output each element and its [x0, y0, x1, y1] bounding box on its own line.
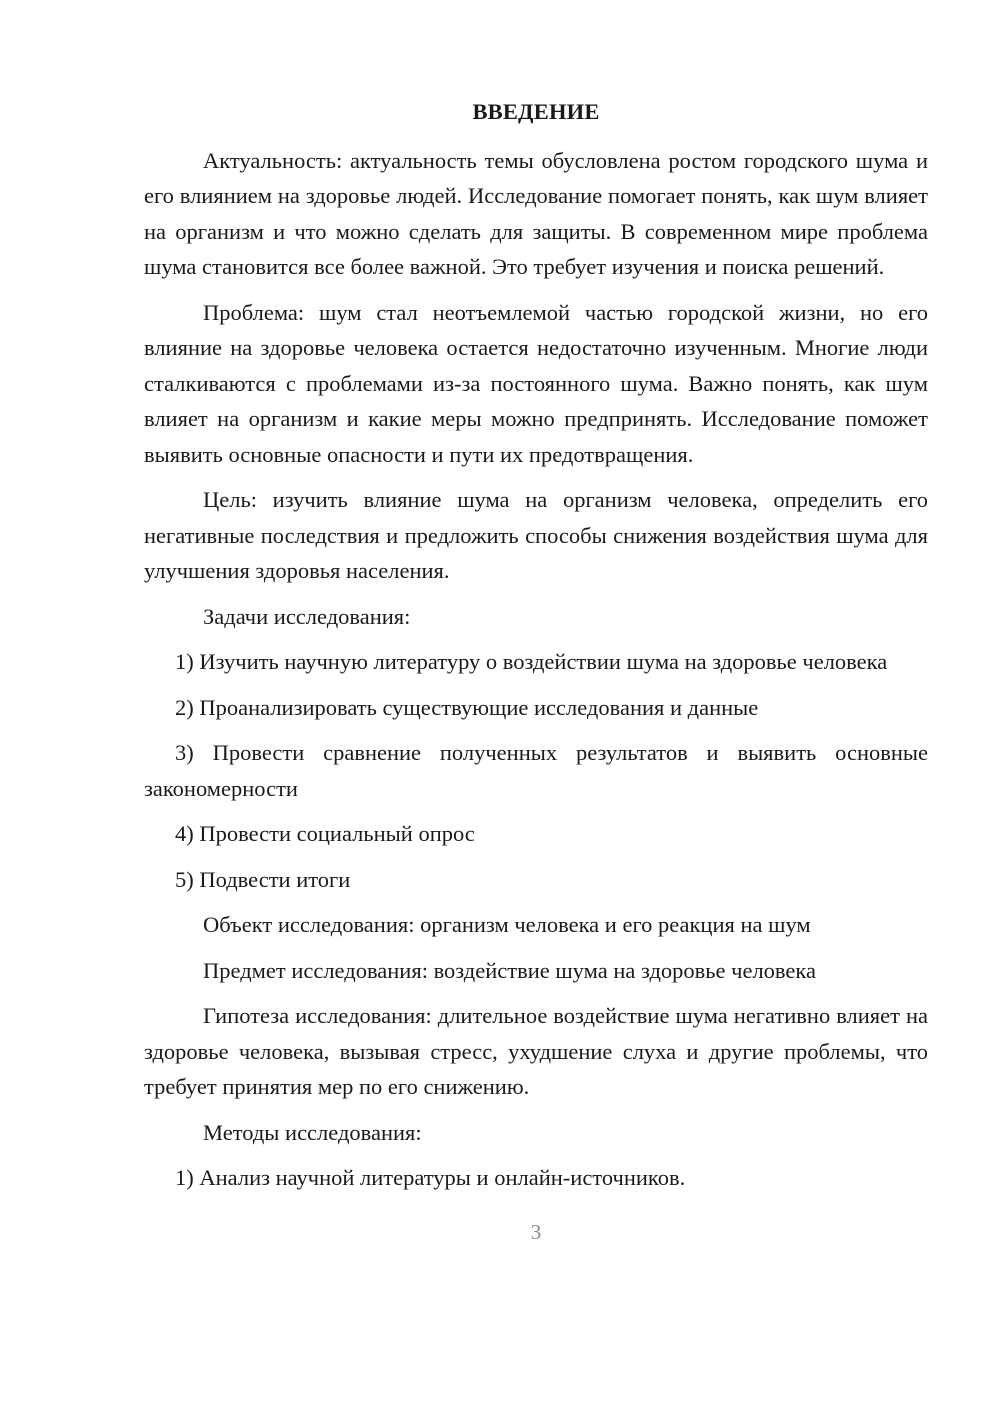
tasks-heading: Задачи исследования:	[203, 603, 411, 629]
section-title: ВВЕДЕНИЕ	[472, 99, 600, 124]
task-item-4: 4) Провести социальный опрос	[175, 821, 475, 846]
task-item-1: 1) Изучить научную литературу о воздействии шума на здоровье человека	[175, 649, 888, 674]
task-item-3: 3) Провести сравнение полученных результатов и выявить основные закономерности	[144, 740, 928, 801]
hypothesis-paragraph: Гипотеза исследования: длительное воздействие шума негативно влияет на здоровье человека, вызывая стресс, ухудшение слуха и другие проблемы, что требует принятия мер по его снижению.	[144, 1003, 928, 1099]
method-item-1: 1) Анализ научной литературы и онлайн-источников.	[175, 1165, 686, 1190]
subject-paragraph: Предмет исследования: воздействие шума на здоровье человека	[203, 957, 816, 983]
problem-paragraph: Проблема: шум стал неотъемлемой частью городской жизни, но его влияние на здоровье человека остается недостаточно изученным. Многие люди сталкиваются с проблемами из-за постоянного шума. Важно понять, как шум влияет на организм и какие меры можно предпринять. Исследование поможет выявить основные опасности и пути их предотвращения.	[144, 299, 928, 467]
relevance-paragraph: Актуальность: актуальность темы обусловлена ростом городского шума и его влиянием на здоровье людей. Исследование помогает понять, как шум влияет на организм и что можно сделать для защиты. В современном мире проблема шума становится все более важной. Это требует изучения и поиска решений.	[144, 147, 928, 279]
methods-heading: Методы исследования:	[203, 1119, 422, 1145]
page-number: 3	[530, 1220, 542, 1244]
document-page	[144, 94, 928, 1244]
task-item-5: 5) Подвести итоги	[175, 866, 351, 892]
task-item-2: 2) Проанализировать существующие исследования и данные	[175, 694, 759, 720]
goal-paragraph: Цель: изучить влияние шума на организм человека, определить его негативные последствия и предложить способы снижения воздействия шума для улучшения здоровья населения.	[144, 487, 928, 583]
object-paragraph: Объект исследования: организм человека и его реакция на шум	[203, 912, 811, 937]
